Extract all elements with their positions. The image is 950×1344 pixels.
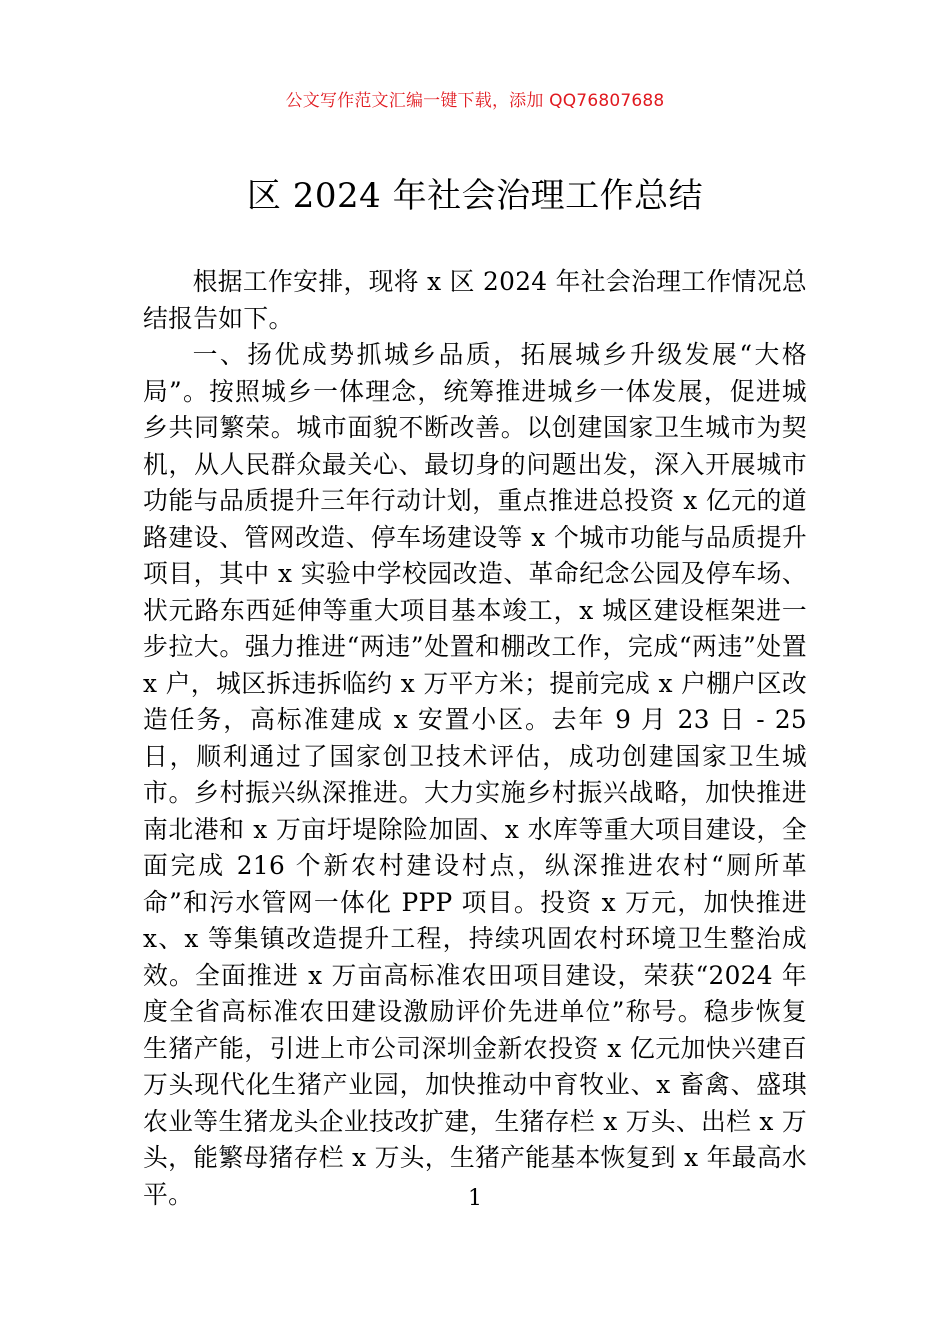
paragraph-section-1: 一、扬优成势抓城乡品质，拓展城乡升级发展“大格局”。按照城乡一体理念，统筹推进城乡一体发展，促进城乡共同繁荣。城市面貌不断改善。以创建国家卫生城市为契机，从人民群众最关心、最切身的问题出发，深入开展城市功能与品质提升三年行动计划，重点推进总投资 x 亿元的道路建设、管网改造、停车场建设等 x 个城市功能与品质提升项目，其中 x 实验中学校园改造、革命纪念公园及停车场、状元路东西延伸等重大项目基本竣工，x 城区建设框架进一步拉大。强力推进“两违”处置和棚改工作，完成“两违”处置 x 户，城区拆违拆临约 x 万平方米；提前完成 x 户棚户区改造任务，高标准建成 x 安置小区。去年 9 月 23 日 - 25 日，顺利通过了国家创卫技术评估，成功创建国家卫生城市。乡村振兴纵深推进。大力实施乡村振兴战略，加快推进南北港和 x 万亩圩堤除险加固、x 水库等重大项目建设，全面完成 216 个新农村建设村点，纵深推进农村“厕所革命”和污水管网一体化 PPP 项目。投资 x 万元，加快推进 x、x 等集镇改造提升工程，持续巩固农村环境卫生整治成效。全面推进 x 万亩高标准农田项目建设，荣获“2024 年度全省高标准农田建设激励评价先进单位”称号。稳步恢复生猪产能，引进上市公司深圳金新农投资 x 亿元加快兴建百万头现代化生猪产业园，加快推动中育牧业、x 畜禽、盛琪农业等生猪龙头企业技改扩建，生猪存栏 x 万头、出栏 x 万头，能繁母猪存栏 x 万头，生猪产能基本恢复到 x 年最高水平。 (143, 340, 807, 1209)
download-banner: 公文写作范文汇编一键下载，添加 QQ76807688 (285, 91, 665, 111)
document-body (143, 264, 807, 1213)
page-number: 1 (468, 1186, 482, 1211)
document-title: 区 2024 年社会治理工作总结 (246, 176, 704, 216)
paragraph-intro: 根据工作安排，现将 x 区 2024 年社会治理工作情况总结报告如下。 (143, 267, 807, 333)
